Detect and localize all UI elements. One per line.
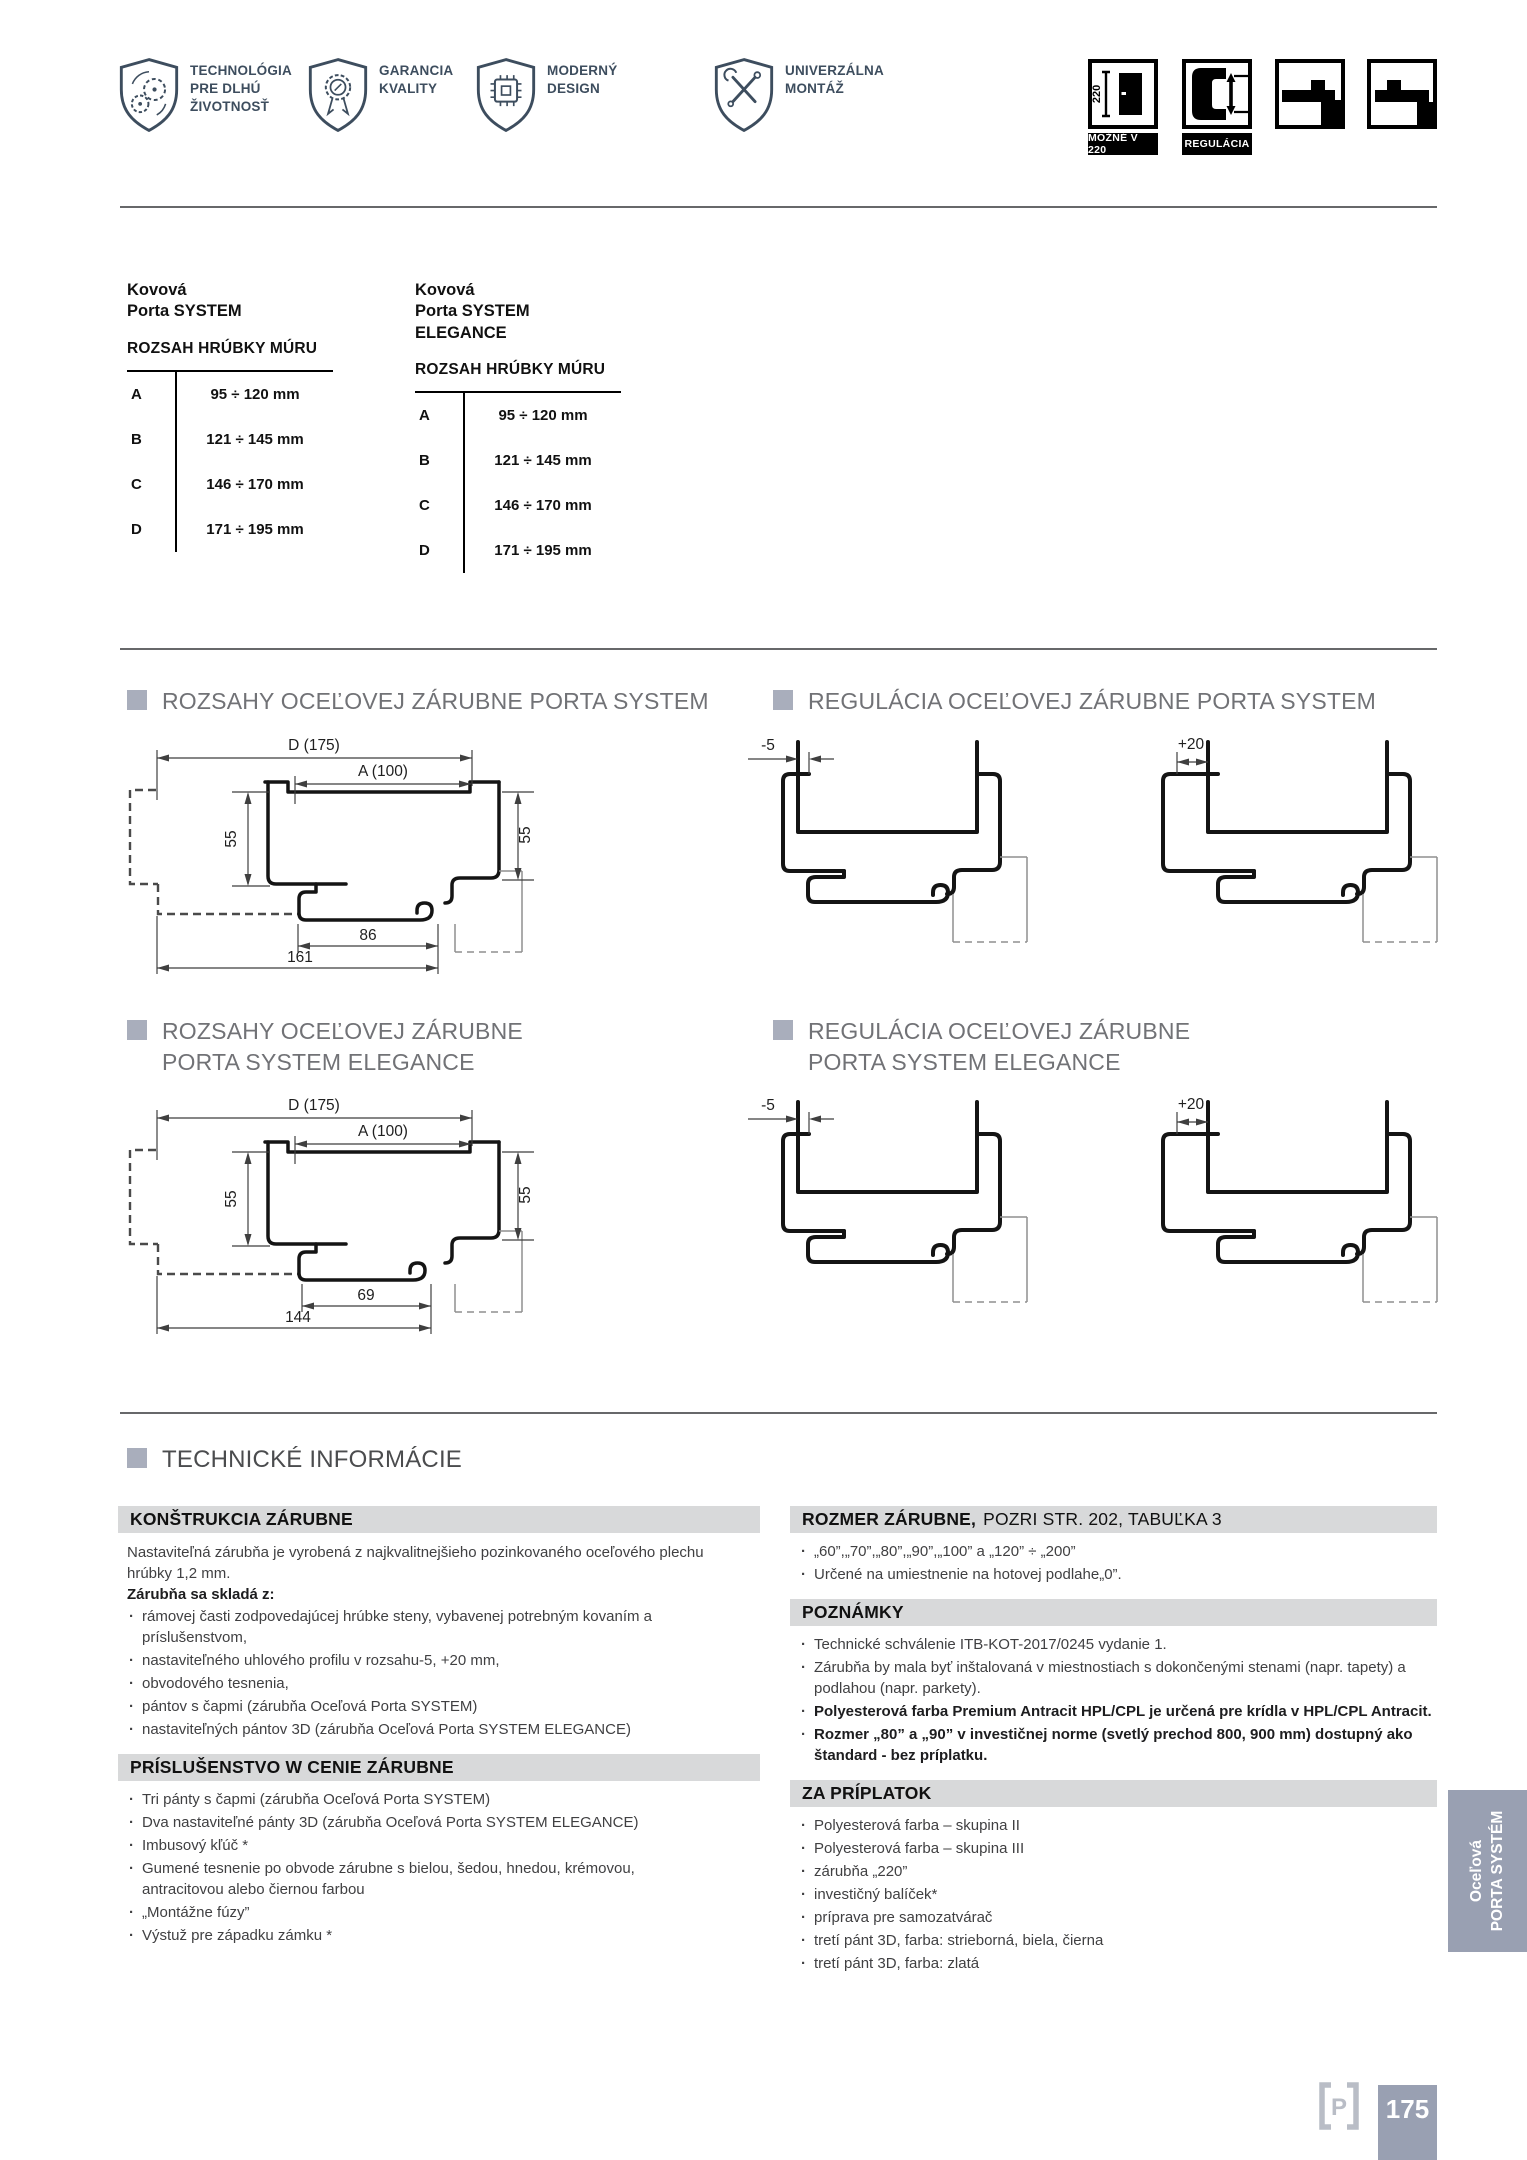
- side-tab-text: [1467, 1790, 1509, 1952]
- list-item: · Určené na umiestnenie na hotovej podlahe„0”.: [799, 1564, 1435, 1585]
- row-value: 146 ÷ 170 mm: [175, 462, 333, 507]
- list-item: · „Montážne fúzy”: [127, 1902, 719, 1923]
- list-item: · pántov s čapmi (zárubňa Oceľová Porta SYSTEM): [127, 1696, 719, 1717]
- list-item: · Tri pánty s čapmi (zárubňa Oceľová Porta SYSTEM): [127, 1789, 719, 1810]
- rozmer-title-rest: POZRI STR. 202, TABUĽKA 3: [983, 1509, 1222, 1529]
- dim-label-plus20: +20: [1177, 1096, 1205, 1113]
- list-item: · nastaviteľného uhlového profilu v rozsahu-5, +20 mm,: [127, 1650, 719, 1671]
- shield-gears-icon: [118, 56, 180, 134]
- frame-profile-path: [783, 1102, 1000, 1262]
- heading-line2: PORTA SYSTEM ELEGANCE: [162, 1049, 475, 1076]
- icon-dim-label: 220: [1092, 84, 1103, 104]
- dim-label-144: 144: [285, 1309, 311, 1326]
- dimension-arrowheads: [157, 1115, 522, 1332]
- badge-label: TECHNOLÓGIA PRE DLHÚ ŽIVOTNOSŤ: [190, 63, 292, 114]
- poznamky-list: [799, 1634, 1435, 1766]
- list-item: · tretí pánt 3D, farba: zlatá: [799, 1953, 1435, 1974]
- dimension-lines: [748, 1112, 834, 1134]
- icon-label-mozne-v-220: MOŽNÉ V 220: [1088, 133, 1158, 155]
- list-item: · Výstuž pre západku zámku *: [127, 1925, 719, 1946]
- table-header: ROZSAH HRÚBKY MÚRU: [127, 339, 318, 357]
- heading-rozsahy-system: [127, 686, 709, 717]
- square-bullet-icon: [773, 1020, 793, 1040]
- badge-technology: [118, 56, 312, 134]
- logo-letter: P: [1330, 2094, 1348, 2121]
- table-body: [415, 391, 621, 573]
- row-value: 171 ÷ 195 mm: [175, 507, 333, 552]
- row-label: B: [419, 452, 430, 470]
- table-row: [415, 393, 621, 438]
- icon-label-regulacia: REGULÁCIA: [1182, 133, 1252, 155]
- dashed-extension-profile: [130, 1150, 299, 1274]
- section-bar-prislusenstvo: PRÍSLUŠENSTVO W CENIE ZÁRUBNE: [118, 1754, 760, 1781]
- list-item: · príprava pre samozatvárač: [799, 1907, 1435, 1928]
- regulacia-plus-diagram-elegance: [1120, 1092, 1450, 1322]
- heading-text: TECHNICKÉ INFORMÁCIE: [162, 1446, 463, 1473]
- dim-label-plus20: +20: [1177, 736, 1205, 753]
- za-priplatok-content: [790, 1815, 1437, 1974]
- shield-chip-icon: [475, 56, 537, 134]
- list-item: · Zárubňa by mala byť inštalovaná v miestnostiach s dokončenými stenami (napr. tapety) a podlahou (napr. parkety).: [799, 1657, 1435, 1699]
- regulacia-minus-diagram-elegance: [740, 1092, 1040, 1322]
- konstrukcia-subtitle: Zárubňa sa skladá z:: [127, 1586, 275, 1603]
- heading-line1: ROZSAHY OCEĽOVEJ ZÁRUBNE: [162, 1018, 523, 1044]
- section-bar-konstrukcia: KONŠTRUKCIA ZÁRUBNE: [118, 1506, 760, 1533]
- poznamky-content: [790, 1634, 1437, 1766]
- dim-label-a: A (100): [358, 763, 408, 780]
- list-item: · Polyesterová farba Premium Antracit HPL/CPL je určená pre krídla v HPL/CPL Antracit.: [799, 1701, 1435, 1722]
- page-number: 175: [1378, 2085, 1437, 2160]
- list-item: · Technické schválenie ITB-KOT-2017/0245 vydanie 1.: [799, 1634, 1435, 1655]
- dim-label-minus5: -5: [761, 1097, 775, 1114]
- row-value: 121 ÷ 145 mm: [175, 417, 333, 462]
- dim-label-161: 161: [287, 949, 313, 966]
- wall-corner-outline: [455, 1231, 522, 1312]
- dim-label-55-right: 55: [517, 1186, 534, 1204]
- rozmer-content: [790, 1541, 1437, 1585]
- rozsahy-system-diagram: [118, 728, 543, 978]
- rozmer-title-bold: ROZMER ZÁRUBNE,: [802, 1509, 977, 1529]
- table-title-line1: Kovová: [415, 281, 475, 299]
- regulacia-minus-diagram-system: [740, 732, 1040, 962]
- dim-label-55-left: 55: [223, 830, 240, 848]
- list-item: · Polyesterová farba – skupina II: [799, 1815, 1435, 1836]
- side-tab-line1: Oceľová: [1467, 1840, 1485, 1902]
- dim-label-minus5: -5: [761, 737, 775, 754]
- frame-profile-path: [1163, 1102, 1410, 1262]
- dim-label-55-right: 55: [517, 826, 534, 844]
- row-label: C: [419, 497, 430, 515]
- heading-tech-info: [127, 1444, 462, 1476]
- frame-profile-path: [783, 742, 1000, 902]
- heading-text: ROZSAHY OCEĽOVEJ ZÁRUBNE PORTA SYSTEM: [162, 688, 709, 714]
- table-row: [127, 372, 333, 417]
- square-bullet-icon: [127, 1020, 147, 1040]
- row-label: D: [131, 520, 142, 538]
- list-item: · „60”,„70”,„80”,„90”,„100” a „120” ÷ „200”: [799, 1541, 1435, 1562]
- dim-label-86: 86: [359, 927, 377, 944]
- dimension-arrowheads: [786, 1116, 821, 1123]
- prislusenstvo-list: [127, 1789, 719, 1946]
- wall-thickness-table-system: [127, 280, 333, 552]
- table-title-line2: Porta SYSTEM ELEGANCE: [415, 302, 530, 342]
- table-header: ROZSAH HRÚBKY MÚRU: [415, 361, 606, 379]
- row-value: 171 ÷ 195 mm: [463, 528, 621, 573]
- heading-text: [162, 1016, 523, 1078]
- list-item: · tretí pánt 3D, farba: strieborná, biela, čierna: [799, 1930, 1435, 1951]
- rozsahy-elegance-diagram: [118, 1088, 543, 1338]
- divider: [120, 1412, 1437, 1414]
- row-label: C: [131, 475, 142, 493]
- prislusenstvo-content: [118, 1789, 760, 1946]
- section-bar-za-priplatok: ZA PRÍPLATOK: [790, 1780, 1437, 1807]
- list-item: · zárubňa „220”: [799, 1861, 1435, 1882]
- list-item: · Imbusový kľúč *: [127, 1835, 719, 1856]
- konstrukcia-list: [127, 1606, 719, 1740]
- dim-label-d: D (175): [288, 737, 340, 754]
- dim-label-d: D (175): [288, 1097, 340, 1114]
- heading-regulacia-system: [773, 686, 1376, 717]
- table-title: [415, 280, 621, 344]
- section-bar-poznamky: POZNÁMKY: [790, 1599, 1437, 1626]
- badge-label: UNIVERZÁLNA MONTÁŽ: [785, 63, 884, 96]
- table-row: [415, 483, 621, 528]
- table-title-line1: Kovová: [127, 281, 187, 299]
- tech-col-right: [790, 1506, 1437, 1976]
- dimension-lines: [748, 752, 834, 774]
- wall-thickness-table-elegance: [415, 280, 621, 573]
- row-value: 95 ÷ 120 mm: [463, 393, 621, 438]
- table-title: [127, 280, 333, 323]
- dimension-arrowheads: [157, 755, 522, 972]
- frame-profile-icon-a: [1275, 59, 1345, 129]
- regulacia-plus-diagram-system: [1120, 732, 1450, 962]
- row-value: 95 ÷ 120 mm: [175, 372, 333, 417]
- rozmer-list: [799, 1541, 1435, 1585]
- square-bullet-icon: [127, 690, 147, 710]
- row-label: D: [419, 542, 430, 560]
- badge-quality: [307, 56, 471, 134]
- shield-tools-icon: [713, 56, 775, 134]
- height-220-icon: [1088, 59, 1158, 129]
- divider: [120, 206, 1437, 208]
- list-item: · Rozmer „80” a „90” v investičnej norme (svetlý prechod 800, 900 mm) dostupný ako štandard - bez príplatku.: [799, 1724, 1435, 1766]
- badge-label: MODERNÝ DESIGN: [547, 63, 618, 96]
- row-label: B: [131, 430, 142, 448]
- shield-medal-icon: [307, 56, 369, 134]
- side-tab-line2: PORTA SYSTÉM: [1488, 1810, 1506, 1932]
- list-item: · Gumené tesnenie po obvode zárubne s bielou, šedou, hnedou, krémovou, antracitovou alebo čiernou farbou: [127, 1858, 719, 1900]
- heading-line1: REGULÁCIA OCEĽOVEJ ZÁRUBNE: [808, 1018, 1191, 1044]
- regulation-icon: [1182, 59, 1252, 129]
- table-row: [415, 528, 621, 573]
- divider: [120, 648, 1437, 650]
- badge-label: GARANCIA KVALITY: [379, 63, 453, 96]
- dashed-extension-profile: [130, 790, 299, 914]
- square-bullet-icon: [127, 1448, 147, 1468]
- table-row: [127, 507, 333, 552]
- table-row: [127, 462, 333, 507]
- table-body: [127, 370, 333, 552]
- list-item: · rámovej časti zodpovedajúcej hrúbke steny, vybavenej potrebným kovaním a príslušenstvom,: [127, 1606, 719, 1648]
- list-item: · investičný balíček*: [799, 1884, 1435, 1905]
- table-row: [415, 438, 621, 483]
- frame-profile-path: [1163, 742, 1410, 902]
- heading-line2: PORTA SYSTEM ELEGANCE: [808, 1049, 1121, 1076]
- dimension-arrowheads: [786, 756, 821, 763]
- tech-col-left: [118, 1506, 760, 1948]
- row-value: 146 ÷ 170 mm: [463, 483, 621, 528]
- frame-profile-path: [265, 782, 499, 920]
- badge-design: [475, 56, 639, 134]
- heading-text: [808, 1016, 1190, 1078]
- badge-mounting: [713, 56, 897, 134]
- wall-corner-outline: [455, 871, 522, 952]
- heading-text: REGULÁCIA OCEĽOVEJ ZÁRUBNE PORTA SYSTEM: [808, 688, 1377, 714]
- section-bar-rozmer: [790, 1506, 1437, 1533]
- konstrukcia-content: [118, 1542, 760, 1740]
- list-item: · obvodového tesnenia,: [127, 1673, 719, 1694]
- heading-regulacia-elegance: [773, 1016, 1190, 1078]
- list-item: · Polyesterová farba – skupina III: [799, 1838, 1435, 1859]
- frame-profile-path: [265, 1142, 499, 1280]
- list-item: · Dva nastaviteľné pánty 3D (zárubňa Oceľová Porta SYSTEM ELEGANCE): [127, 1812, 719, 1833]
- row-label: A: [419, 407, 430, 425]
- row-value: 121 ÷ 145 mm: [463, 438, 621, 483]
- table-row: [127, 417, 333, 462]
- porta-logo-icon: [1318, 2082, 1360, 2130]
- list-item: · nastaviteľných pántov 3D (zárubňa Oceľová Porta SYSTEM ELEGANCE): [127, 1719, 719, 1740]
- square-bullet-icon: [773, 690, 793, 710]
- dim-label-69: 69: [357, 1287, 375, 1304]
- za-priplatok-list: [799, 1815, 1435, 1974]
- konstrukcia-intro: Nastaviteľná zárubňa je vyrobená z najkvalitnejšieho pozinkovaného oceľového plechu hrúbky 1,2 mm.: [127, 1544, 704, 1582]
- heading-rozsahy-elegance: [127, 1016, 523, 1078]
- frame-profile-icon-b: [1367, 59, 1437, 129]
- table-title-line2: Porta SYSTEM: [127, 302, 242, 321]
- row-label: A: [131, 385, 142, 403]
- side-tab-ocelova-porta-system: [1448, 1790, 1527, 1952]
- dim-label-55-left: 55: [223, 1190, 240, 1208]
- dim-label-a: A (100): [358, 1123, 408, 1140]
